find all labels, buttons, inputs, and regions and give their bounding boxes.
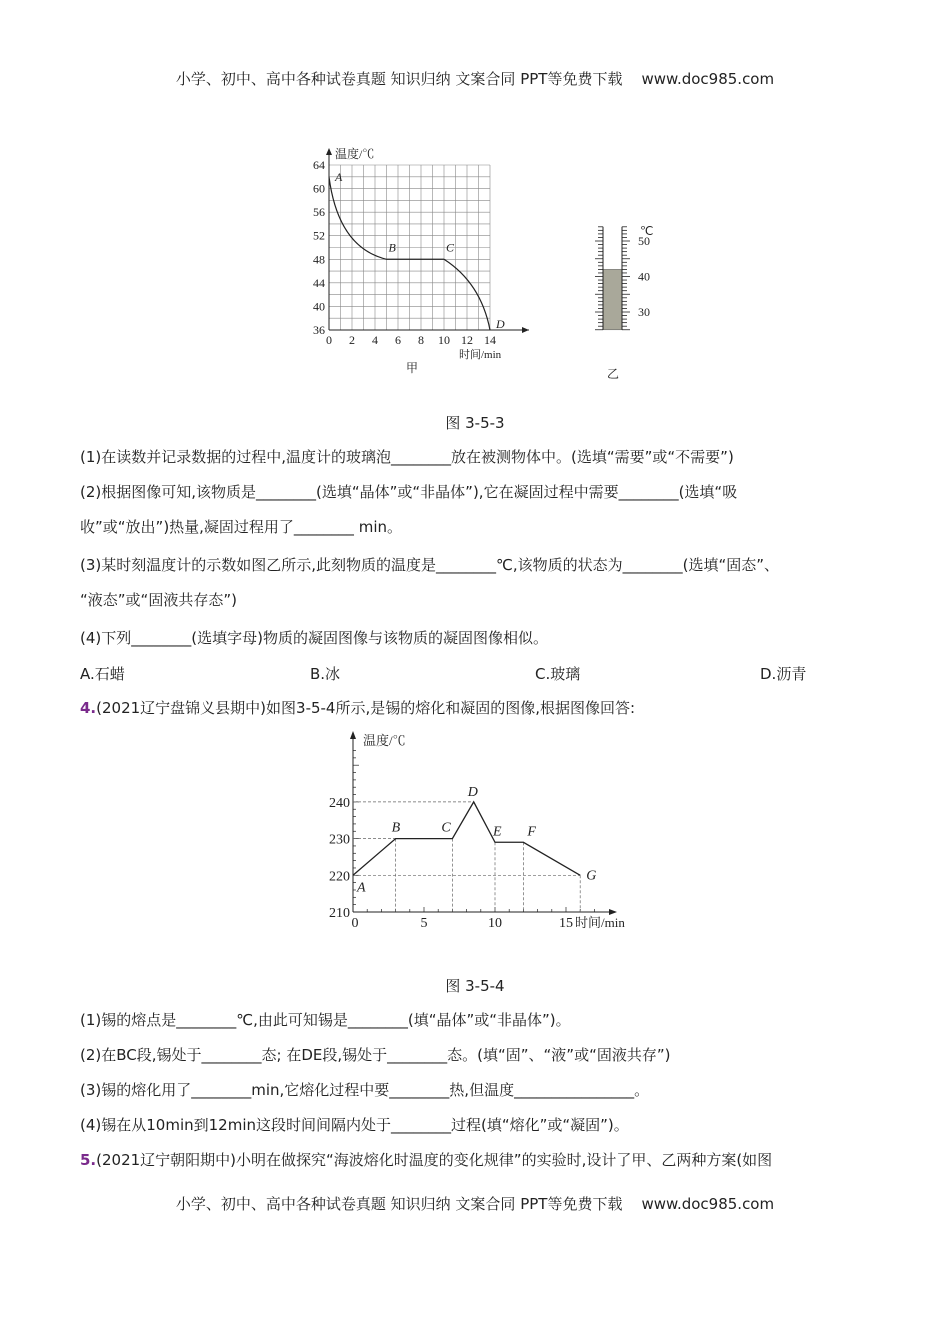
q4-stem [80, 698, 635, 718]
point-label-D: D [467, 784, 478, 800]
y-tick-label: 64 [313, 158, 325, 172]
point-label-G: G [586, 868, 597, 884]
y-tick-label: 40 [313, 299, 325, 314]
scale-label: 40 [638, 269, 650, 284]
point-label-E: E [493, 824, 502, 840]
q3-line-6: (4)下列________(选填字母)物质的凝固图像与该物质的凝固图像相似。 [80, 629, 548, 647]
point-label-C: C [441, 820, 451, 836]
figure-caption-2: 图 3-5-4 [445, 977, 505, 995]
x-tick-label: 10 [488, 916, 502, 931]
x-axis-label: 时间/min [575, 915, 625, 930]
q5-number: 5. [80, 1151, 97, 1169]
x-axis-arrow [522, 327, 529, 333]
q3-line-2: (2)根据图像可知,该物质是________(选填“晶体”或“非晶体”),它在凝固过程中需要________(选填“吸 [80, 483, 738, 501]
thermometer-liquid [603, 269, 622, 329]
data-line [353, 802, 580, 875]
q4-line-4: (4)锡在从10min到12min这段时间间隔内处于________过程(填“熔化”或“凝固”)。 [80, 1116, 629, 1134]
point-label-C: C [446, 240, 455, 255]
x-tick-label: 15 [559, 916, 573, 931]
y-tick-label: 60 [313, 181, 325, 196]
x-tick-label: 8 [418, 333, 424, 347]
point-label-B: B [391, 820, 401, 836]
y-axis-label: 温度/℃ [363, 733, 406, 748]
scale-label: 50 [638, 234, 650, 248]
x-tick-label: 4 [372, 333, 378, 347]
q3-line-3: 收”或“放出”)热量,凝固过程用了________ min。 [80, 518, 402, 536]
chart-title: 甲 [406, 361, 419, 375]
point-label-A: A [335, 169, 343, 184]
x-tick-label: 0 [326, 333, 332, 347]
q3-line-5: “液态”或“固液共存态”) [80, 591, 237, 609]
figure-caption-1: 图 3-5-3 [445, 414, 505, 432]
q4-line-1: (1)锡的熔点是________℃,由此可知锡是________(填“晶体”或“非晶体”)。 [80, 1011, 571, 1029]
thermometer-title: 乙 [607, 366, 620, 380]
unit-label: ℃ [640, 223, 654, 238]
page-footer: 小学、初中、高中各种试卷真题 知识归纳 文案合同 PPT等免费下载 www.doc985.com [175, 1195, 775, 1213]
y-tick-label: 240 [329, 795, 350, 811]
scale-label: 30 [638, 305, 650, 319]
y-tick-label: 48 [313, 252, 325, 267]
y-tick-label: 52 [313, 228, 325, 243]
q5-stem [80, 1150, 772, 1170]
y-axis-arrow [350, 731, 356, 739]
y-axis-arrow [326, 148, 332, 155]
y-axis-label: 温度/℃ [335, 147, 375, 161]
q4-line-2: (2)在BC段,锡处于________态; 在DE段,锡处于________态。(填“固”、“液”或“固液共存”) [80, 1046, 671, 1064]
x-tick-label: 6 [395, 333, 401, 347]
option-b: B.冰 [310, 665, 341, 683]
point-label-F: F [527, 824, 536, 840]
q4-text: (2021辽宁盘锦义县期中)如图3-5-4所示,是锡的熔化和凝固的图像,根据图像回答: [96, 699, 636, 717]
x-tick-label: 0 [351, 916, 359, 931]
y-tick-label: 36 [313, 323, 325, 337]
chart-tin-melting [300, 725, 660, 940]
q5-text: (2021辽宁朝阳期中)小明在做探究“海波熔化时温度的变化规律”的实验时,设计了甲、乙两种方案(如图 [96, 1151, 773, 1169]
x-tick-label: 14 [484, 333, 496, 347]
page-header: 小学、初中、高中各种试卷真题 知识归纳 文案合同 PPT等免费下载 www.doc985.com [175, 70, 775, 88]
y-tick-label: 56 [313, 205, 325, 220]
x-tick-label: 2 [349, 333, 355, 347]
y-tick-label: 44 [313, 275, 325, 290]
thermometer [580, 195, 680, 380]
y-tick-label: 230 [329, 832, 350, 848]
x-tick-label: 12 [461, 333, 473, 347]
option-c: C.玻璃 [535, 665, 581, 683]
option-a: A.石蜡 [80, 665, 125, 683]
option-d: D.沥青 [760, 665, 807, 683]
x-tick-label: 10 [438, 333, 450, 347]
point-label-A: A [357, 880, 366, 896]
y-tick-label: 220 [329, 869, 350, 885]
x-tick-label: 5 [420, 916, 428, 931]
chart-cooling-curve [300, 140, 560, 380]
q3-line-1: (1)在读数并记录数据的过程中,温度计的玻璃泡________放在被测物体中。(选填“需要”或“不需要”) [80, 448, 734, 466]
x-axis-label: 时间/min [459, 349, 502, 361]
y-tick-label: 210 [329, 906, 350, 921]
point-label-B: B [388, 240, 396, 255]
point-label-D: D [496, 317, 505, 331]
q3-line-4: (3)某时刻温度计的示数如图乙所示,此刻物质的温度是________℃,该物质的状态为________(选填“固态”、 [80, 556, 780, 574]
q4-number: 4. [80, 699, 97, 717]
q4-line-3: (3)锡的熔化用了________min,它熔化过程中要________热,但温度________________。 [80, 1081, 650, 1099]
